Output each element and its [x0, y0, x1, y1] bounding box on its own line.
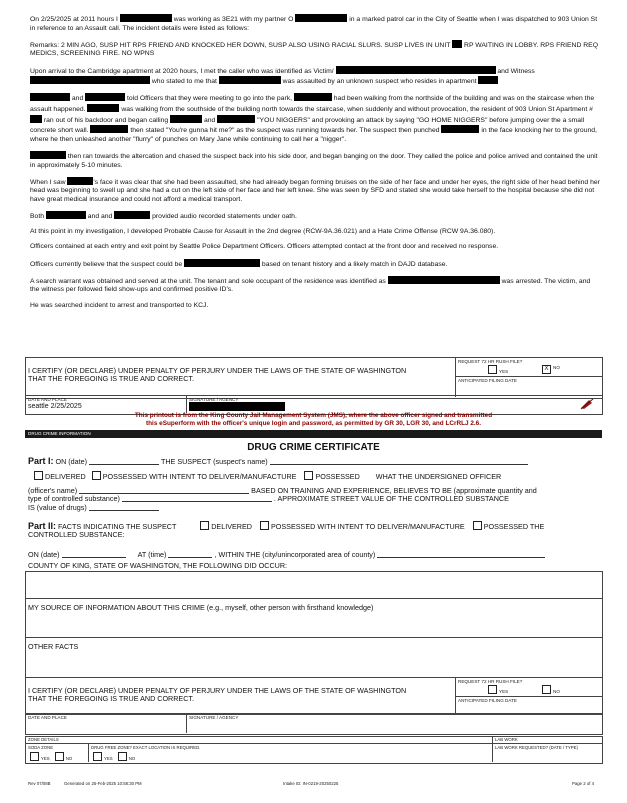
- part2-date-field[interactable]: [62, 550, 126, 558]
- drug-free-no-checkbox[interactable]: [118, 752, 127, 761]
- date-field[interactable]: [89, 457, 159, 465]
- rush2-no-option[interactable]: NO: [542, 685, 560, 694]
- soda-yes-checkbox[interactable]: [30, 752, 39, 761]
- rush-no-option[interactable]: X NO: [542, 365, 560, 374]
- redaction: [87, 104, 119, 112]
- redaction: [295, 14, 347, 22]
- redaction: [294, 93, 332, 101]
- drug-value-field[interactable]: [89, 503, 159, 511]
- narrative-paragraph-6: When I saw 's face it was clear that she had been assaulted, she had already began forming bruises on the side of her face and under her eyes, the right side of her head behind her head was beginning to swell up and she had a cut on the left side of her face and her left knee. She was seen by SFD and stated she would take herself to the hospital because she did not have great medical insurance and could not afford a medical transport.: [30, 178, 600, 203]
- redaction: [452, 40, 462, 48]
- redaction: [30, 76, 150, 84]
- redaction: [90, 125, 128, 133]
- drug-free-yes-checkbox[interactable]: [93, 752, 102, 761]
- narrative-paragraph-2: Remarks: 2 MIN AGO, SUSP HIT RPS FRIEND AND KNOCKED HER DOWN, SUSP ALSO USING RACIAL SLURS. SUSP LIVES IN UNIT RP WAITING IN LOBBY. RPS FRIEND REQ MEDICS, SCREENING FIRE. NO WPNS: [30, 41, 598, 58]
- possessed-checkbox[interactable]: [304, 471, 313, 480]
- narrative-paragraph-12: He was searched incident to arrest and transported to KCJ.: [30, 301, 209, 309]
- generated-timestamp: Generated on 25-Feb-2025 10:58:30 PM: [64, 781, 142, 786]
- redaction: [30, 93, 70, 101]
- facts-possessed-checkbox[interactable]: [473, 521, 482, 530]
- intake-id: Intake ID: IN-0219-20250225: [283, 781, 339, 786]
- narrative-paragraph-9: Officers contained at each entry and exit point by Seattle Police Department Officers. Officers attempted contact at the front door and received no response.: [30, 243, 499, 251]
- narrative-paragraph-8: At this point in my investigation, I developed Probable Cause for Assault in the 2nd degree (RCW-9A.36.021) and a Hate Crime Offense (RCW 9A.36.080).: [30, 228, 496, 236]
- rush-yes-checkbox[interactable]: [488, 365, 497, 374]
- narrative-paragraph-3: Upon arrival to the Cambridge apartment at 2020 hours, I met the caller who was identified as Victim/ and Witness who stated to me that was assaulted by an unknown suspect who resides in apartment: [30, 67, 535, 86]
- redaction: [114, 211, 150, 219]
- document-page: On 2/25/2025 at 2011 hours I was working as 3E21 with my partner O in a marked patrol car in the City of Seattle when I was dispatched to 903 Union St in reference to an Assault call. The incident details were listed as follows: Remarks: 2 MIN AGO, SUSP HIT RPS FRIEND AND KNOCKED HER DOWN, SUSP ALSO USING RACIAL SLURS. SUSP LIVES IN UNIT RP WAITING IN LOBBY. RPS FRIEND REQ MEDICS, SCREENING FIRE. NO WPNS Upon arrival to the Cambridge apartment at 2020 hours, I met the caller who was identified as Victim/ and Witness who stated to me that was assaulted by an unknown suspect who resides in apartment and told Officers that they were meeting to go into the park, had been walking from the northside of the building and was on the staircase when the assault happened. was walking from the southside of the building north towards the staircase, when suddenly and without provocation, the resident of 903 Union St Apartment # ran out of his backdoor and began calling and "YOU NIGGERS" and provoking an attack by saying "GO HOME NIGGERS" before jumping over the a small concrete short wall. then stated "You're gunna hit me?" as the suspect was running towards her. The suspect then punched in the face knocking her to the ground, where he then unleashed another "flurry" of punches on Mary Jane while continuing to call her a "nigger". then ran towards the altercation and chased the suspect back into his side door, and began banging on the door. They called the police and police arrived and contained the unit in approximately 5-10 minutes. When I saw 's face it was clear that she had been assaulted, she had already began forming bruises on the side of her face and under her eyes, the right side of her head behind her head was beginning to swell up and she had a cut on the left side of her face and her left knee. She was seen by SFD and stated she would take herself to the hospital because she did not have great medical insurance and could not afford a medical transport. Both and and provided audio recorded statements under oath. At this point in my investigation, I developed Probable Cause for Assault in the 2nd degree (RCW-9A.36.021) and a Hate Crime Offense (RCW 9A.36.080). Officers contained at each entry and exit point by Seattle Police Department Officers. Officers attempted contact at the front door and received no response. Officers currently believe that the suspect could be based on tenant history and a likely match in DAJD database. A search warrant was obtained and served at the unit. The tenant and sole occupant of the residence was identified as was arrested. The victim, and the witness per followed field show-ups and confirmed positive ID's. He was searched incident to arrest and transported to KCJ. I CERTIFY (OR DECLARE) UNDER PENALTY OF PERJURY UNDER THE LAWS OF THE STATE OF WASHINGTON THAT THE FOREGOING IS TRUE AND CORRECT. REQUEST 72 HR RUSH FILE? YES X NO ANTICIPATED FILING DATE DATE AND PLACE seattle 2/25/2025 SIGNATURE / AGENCY This printout is from the King County Jail Management System (JMS), where the above officer signed and transmitted this eSuperform with the officer's unique login and password, as permitted by GR 30, LGR 30, and LCrRLJ 2.6. DRUG CRIME INFORMATION DRUG CRIME CERTIFICATE Part I: ON (date) THE SUSPECT (suspect's name) DELIVERED POSSESSED WITH INTENT TO DELIVER/MANUFACTURE POSSESSED WHAT THE UNDERSIGNED OFFICER (officer's name) BASED ON TRAINING AND EXPERIENCE, BELIEVES TO BE (approximate quantity and type of controlled substance) . APPROXIMATE STREET VALUE OF THE CONTROLLED SUBSTANCE IS (value of drugs) Part II: FACTS INDICATING THE SUSPECT DELIVERED POSSESSED WITH INTENT TO DELIVER/MANUFACTURE POSSESSED THE CONTROLLED SUBSTANCE: ON (date) AT (time) , WITHIN THE (city/unincorporated area of county) COUNTY OF KING, STATE OF WASHINGTON, THE FOLLOWING DID OCCUR: MY SOURCE OF INFORMATION ABOUT THIS CRIME (e.g., myself, other person with firsthand knowledge) OTHER FACTS I CERTIFY (OR DECLARE) UNDER PENALTY OF PERJURY UNDER THE LAWS OF THE STATE OF WASHINGTON THAT THE FOREGOING IS TRUE AND CORRECT. REQUEST 72 HR RUSH FILE? YES NO ANTICIPATED FILING DATE DATE AND PLACE SIGNATURE / AGENCY ZONE DETAILS LAB WORK SODA ZONE DRUG FREE ZONE? EXACT LOCATION IS REQUIRED. LAB WORK REQUESTED? (DATE / TYPE) YES NO YES NO Rev 07/08B Generated on 25-Feb-2025 10:58:30 PM Intake ID: IN-0219-20250225 Page 2 of 4: [0, 0, 627, 803]
- rush-no-checkbox[interactable]: X: [542, 365, 551, 374]
- drug-free-options: YES NO: [93, 752, 135, 761]
- redaction: [219, 76, 281, 84]
- drug-certificate-title: DRUG CRIME CERTIFICATE: [247, 442, 380, 453]
- rush2-yes-option[interactable]: YES: [488, 685, 508, 694]
- redaction: [46, 211, 86, 219]
- page-number: Page 2 of 4: [572, 781, 594, 786]
- redaction: [30, 115, 42, 123]
- soda-no-checkbox[interactable]: [55, 752, 64, 761]
- redaction: [441, 125, 479, 133]
- rush2-yes-checkbox[interactable]: [488, 685, 497, 694]
- narrative-paragraph-1: On 2/25/2025 at 2011 hours I was working as 3E21 with my partner O in a marked patrol car in the City of Seattle when I was dispatched to 903 Union St in reference to an Assault call. The incident details were listed as follows:: [30, 16, 598, 32]
- rush2-no-checkbox[interactable]: [542, 685, 551, 694]
- delivered-checkbox[interactable]: [34, 471, 43, 480]
- narrative-paragraph-4: and told Officers that they were meeting to go into the park, had been walking from the northside of the building and was on the staircase when the assault happened. was walking from the southside of the building north towards the staircase, when suddenly and without provocation, the resident of 903 Union St Apartment # ran out of his backdoor and began calling and "YOU NIGGERS" and provoking an attack by saying "GO HOME NIGGERS" before jumping over the a small concrete short wall. then stated "You're gunna hit me?" as the suspect was running towards her. The suspect then punched in the face knocking her to the ground, where he then unleashed another "flurry" of punches on Mary Jane while continuing to call her a "nigger".: [30, 95, 597, 143]
- narrative-paragraph-11: A search warrant was obtained and served at the unit. The tenant and sole occupant of the residence was identified as was arrested. The victim, and the witness per followed field show-ups and confirmed positive ID's.: [30, 277, 591, 294]
- suspect-name-field[interactable]: [270, 457, 528, 465]
- certification-text: THAT THE FOREGOING IS TRUE AND CORRECT.: [28, 374, 194, 383]
- drug-crime-bar: DRUG CRIME INFORMATION: [25, 430, 602, 438]
- certification-text: I CERTIFY (OR DECLARE) UNDER PENALTY OF PERJURY UNDER THE LAWS OF THE STATE OF WASHINGTON: [28, 366, 407, 375]
- jms-notice: this eSuperform with the officer's unique login and password, as permitted by GR 30, LGR 30, and LCrRLJ 2.6.: [146, 420, 481, 427]
- time-field[interactable]: [168, 550, 212, 558]
- narrative-paragraph-5: then ran towards the altercation and chased the suspect back into his side door, and began banging on the door. They called the police and police arrived and contained the unit in approximately 5-10 minutes.: [30, 152, 598, 169]
- redaction: [120, 14, 172, 22]
- soda-options: YES NO: [30, 752, 72, 761]
- signature-redaction: [189, 402, 285, 411]
- revision: Rev 07/08B: [28, 781, 51, 786]
- redaction: [388, 276, 500, 284]
- pwid-checkbox[interactable]: [92, 471, 101, 480]
- city-field[interactable]: [377, 550, 545, 558]
- date-place-value: seattle 2/25/2025: [28, 403, 82, 410]
- redaction: [85, 93, 125, 101]
- redaction: [170, 115, 202, 123]
- narrative-paragraph-7: Both and and provided audio recorded statements under oath.: [30, 213, 297, 221]
- facts-delivered-checkbox[interactable]: [200, 521, 209, 530]
- jms-notice: This printout is from the King County Jail Management System (JMS), where the above officer signed and transmitted: [134, 412, 493, 419]
- facts-pwid-checkbox[interactable]: [260, 521, 269, 530]
- redaction: [217, 115, 255, 123]
- redaction: [67, 177, 93, 185]
- redaction: [184, 259, 260, 267]
- controlled-substance-field[interactable]: [122, 494, 272, 502]
- pen-signature-icon: [580, 398, 594, 410]
- redaction: [336, 66, 496, 74]
- redaction: [30, 151, 66, 159]
- rush-yes-option[interactable]: YES: [488, 365, 508, 374]
- redaction: [478, 76, 498, 84]
- officer-name-field[interactable]: [79, 486, 249, 494]
- narrative: [30, 14, 600, 317]
- narrative-paragraph-10: Officers currently believe that the suspect could be based on tenant history and a likely match in DAJD database.: [30, 260, 448, 268]
